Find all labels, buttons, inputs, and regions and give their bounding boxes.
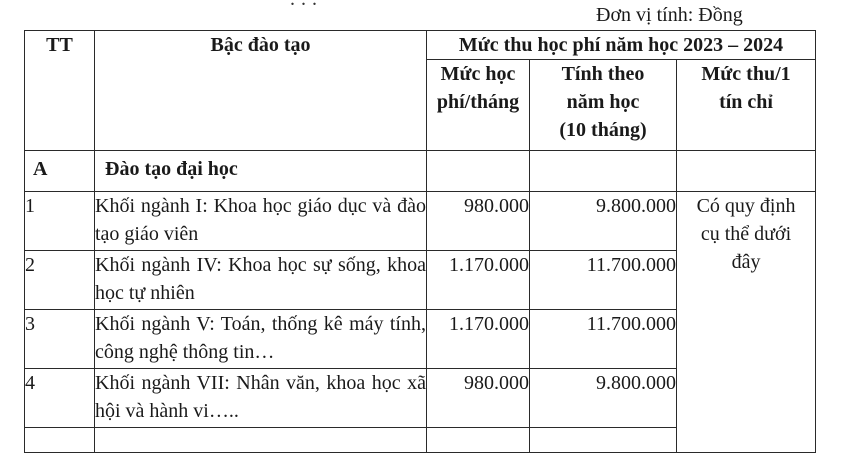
yearly-fee: 9.800.000 xyxy=(530,192,677,251)
major-name: Khối ngành IV: Khoa học sự sống, khoa học tự nhiên xyxy=(95,251,427,310)
yearly-fee: 11.700.000 xyxy=(530,251,677,310)
major-name: Khối ngành VII: Nhân văn, khoa học xã hội và hành vi….. xyxy=(95,369,427,428)
header-credit-fee-line1: Mức thu/1 xyxy=(701,63,791,85)
cropped-text xyxy=(290,0,323,11)
header-monthly-fee-line1: Mức học xyxy=(440,63,516,85)
credit-note-line3: đây xyxy=(731,251,761,273)
header-tt: TT xyxy=(25,31,95,151)
unit-note: Đơn vị tính: Đồng xyxy=(596,4,743,26)
row-number: 3 xyxy=(25,310,95,369)
monthly-fee: 1.170.000 xyxy=(427,310,530,369)
credit-fee-note xyxy=(677,192,816,453)
empty-cell xyxy=(427,151,530,192)
header-fee-group: Mức thu học phí năm học 2023 – 2024 xyxy=(427,31,816,60)
credit-note-line1: Có quy định xyxy=(696,195,796,217)
monthly-fee: 1.170.000 xyxy=(427,251,530,310)
row-number: 4 xyxy=(25,369,95,428)
yearly-fee: 9.800.000 xyxy=(530,369,677,428)
empty-cell xyxy=(677,151,816,192)
header-yearly-fee xyxy=(530,60,677,151)
empty-cell xyxy=(427,428,530,453)
empty-cell xyxy=(25,428,95,453)
section-title: Đào tạo đại học xyxy=(95,151,427,192)
yearly-fee: 11.700.000 xyxy=(530,310,677,369)
header-monthly-fee xyxy=(427,60,530,151)
section-letter: A xyxy=(25,151,95,192)
header-yearly-fee-line2: năm học xyxy=(566,91,640,113)
monthly-fee: 980.000 xyxy=(427,369,530,428)
header-yearly-fee-line1: Tính theo xyxy=(561,63,645,85)
header-level: Bậc đào tạo xyxy=(95,31,427,151)
header-credit-fee-line2: tín chỉ xyxy=(719,91,773,113)
header-credit-fee xyxy=(677,60,816,151)
major-name: Khối ngành I: Khoa học giáo dục và đào tạo giáo viên xyxy=(95,192,427,251)
tuition-fee-table xyxy=(24,30,816,453)
empty-cell xyxy=(530,428,677,453)
section-row xyxy=(25,151,816,192)
header-yearly-fee-line3: (10 tháng) xyxy=(559,119,647,141)
credit-note-line2: cụ thể dưới xyxy=(700,223,792,245)
major-name: Khối ngành V: Toán, thống kê máy tính, công nghệ thông tin… xyxy=(95,310,427,369)
header-monthly-fee-line2: phí/tháng xyxy=(436,91,520,113)
empty-cell xyxy=(95,428,427,453)
table-row xyxy=(25,192,816,251)
monthly-fee: 980.000 xyxy=(427,192,530,251)
row-number: 1 xyxy=(25,192,95,251)
row-number: 2 xyxy=(25,251,95,310)
empty-cell xyxy=(530,151,677,192)
